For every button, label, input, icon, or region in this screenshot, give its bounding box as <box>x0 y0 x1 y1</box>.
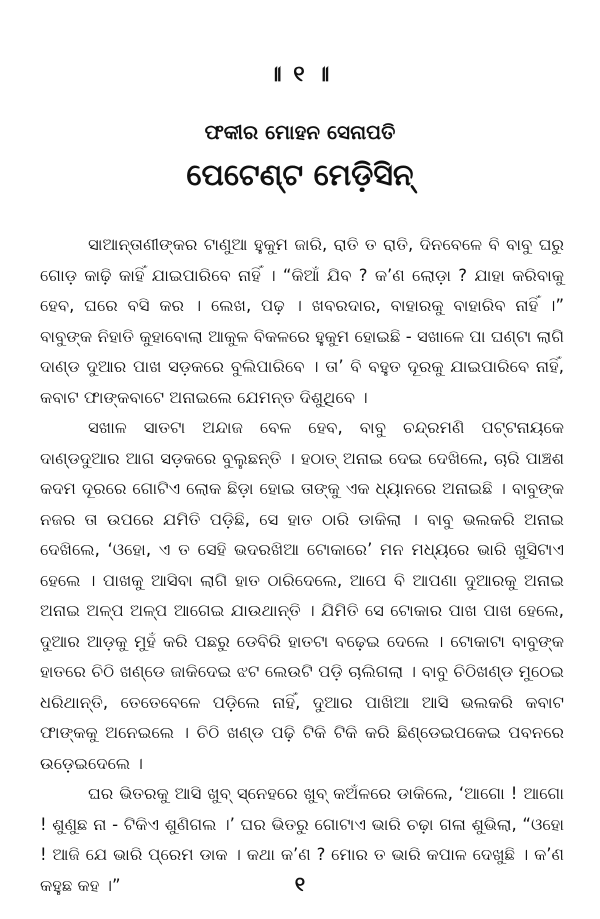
author-name: ଫକୀର ମୋହନ ସେନାପତି <box>204 120 396 144</box>
chapter-marker: ॥ ୧ ॥ <box>268 62 332 87</box>
story-body <box>40 230 564 901</box>
page-number: ୧ <box>294 872 306 896</box>
paragraph: ସାଆନ୍ତାଣୀଙ୍କର ଟାଣୁଆ ହୁକୁମ ଜାରି, ରାତି ତ ରାତି, ଦିନବେଳେ ବି ବାବୁ ଘରୁ ଗୋଡ଼ କାଢ଼ି କାହିଁ ଯାଇପାରିବେ ନାହିଁ । “କିଆଁ ଯିବ ? କ’ଣ ଲୋଡ଼ା ? ଯାହା କରିବାକୁ ହେବ, ଘରେ ବସି କର । ଲେଖ, ପଢ଼ । ଖବରଦାର, ବାହାରକୁ ବାହାରିବ ନାହିଁ ।” ବାବୁଙ୍କ ନିହାତି କୁହାବୋଲା ଆକୁଳ ବିକଳରେ ହୁକୁମ ହୋଇଛି - ସଖାଳେ ପା ଘଣ୍ଟା ଲାଗି ଦାଣ୍ଡ ଦୁଆର ପାଖ ସଡ଼କରେ ବୁଲିପାରିବେ । ତା’ ବି ବହୁତ ଦୂରକୁ ଯାଇପାରିବେ ନାହିଁ, କବାଟ ଫାଙ୍କବାଟେ ଅନାଇଲେ ଯେମନ୍ତ ଦିଶୁଥିବେ । <box>40 235 564 407</box>
story-title: ପେଟେଣ୍ଟ ମେଡ଼ିସିନ୍ <box>186 158 414 193</box>
paragraph: ସଖାଳ ସାତଟା ଅନ୍ଦାଜ ବେଳ ହେବ, ବାବୁ ଚନ୍ଦ୍ରମଣି ପଟ୍ଟନାୟକେ ଦାଣ୍ଡଦୁଆର ଆଗ ସଡ଼କରେ ବୁଲୁଛନ୍ତି । ହଠାତ୍ ଅନାଇ ଦେଇ ଦେଖିଲେ, ଚାରି ପାଞ୍ଚଶ କଦମ ଦୂରରେ ଗୋଟିଏ ଲୋକ ଛିଡ଼ା ହୋଇ ତାଙ୍କୁ ଏକ ଧ୍ୟାନରେ ଅନାଇଛି । ବାବୁଙ୍କ ନଜର ତା ଉପରେ ଯମିତି ପଡ଼ିଛି, ସେ ହାତ ଠାରି ଡାକିଲା । ବାବୁ ଭଲକରି ଅନାଇ ଦେଖିଲେ, ‘ଓହୋ, ଏ ତ ସେହି ଭଦରଖିଆ ଟୋକାରେ’ ମନ ମଧ୍ୟରେ ଭାରି ଖୁସିଟାଏ ହେଲେ । ପାଖକୁ ଆସିବା ଲାଗି ହାତ ଠାରିଦେଲେ, ଆପେ ବି ଆପଣା ଦୁଆରକୁ ଅନାଇ ଅନାଇ ଅଳ୍ପ ଅଳ୍ପ ଆଗେଇ ଯାଉଥାନ୍ତି । ଯିମିତି ସେ ଟୋକାର ପାଖ ପାଖ ହେଲେ, ଦୁଆର ଆଡ଼କୁ ମୁହଁ କରି ପଛରୁ ଡେବିରି ହାତଟା ବଢ଼େଇ ଦେଲେ । ଟୋକାଟା ବାବୁଙ୍କ ହାତରେ ଚିଠି ଖଣ୍ଡେ ଜାକିଦେଇ ଝଟ ଲେଉଟି ପଡ଼ି ଚାଲିଗଲା । ବାବୁ ଚିଠିଖଣ୍ଡ ମୁଠେଇ ଧରିଥାନ୍ତି, ତେତେବେଳେ ପଡ଼ିଲେ ନାହିଁ, ଦୁଆର ପାଖିଆ ଆସି ଭଲକରି କବାଟ ଫାଙ୍କକୁ ଅନେଇଲେ । ଚିଠି ଖଣ୍ଡ ପଢ଼ି ଟିକି ଟିକି କରି ଛିଣ୍ଡେଇପକେଇ ପବନରେ ଉଡ଼େଇଦେଲେ । <box>40 418 564 773</box>
paragraph: ଘର ଭିତରକୁ ଆସି ଖୁବ୍ ସ୍ନେହରେ ଖୁବ୍ କଅଁଳରେ ଡାକିଲେ, ‘ଆଗୋ ! ଆଗୋ ! ଶୁଣୁଛ ନା - ଟିକିଏ ଶୁଣିଗଲ ।’ ଘର ଭିତରୁ ଗୋଟାଏ ଭାରି ଚଢ଼ା ଗଳା ଶୁଭିଲା, “ଓହୋ ! ଆଜି ଯେ ଭାରି ପ୍ରେମ ଡାକ । କଥା କ’ଣ ? ମୋର ତ ଭାରି କପାଳ ଦେଖୁଛି । କ’ଣ କହୁଛ କହ ।” <box>40 784 564 895</box>
